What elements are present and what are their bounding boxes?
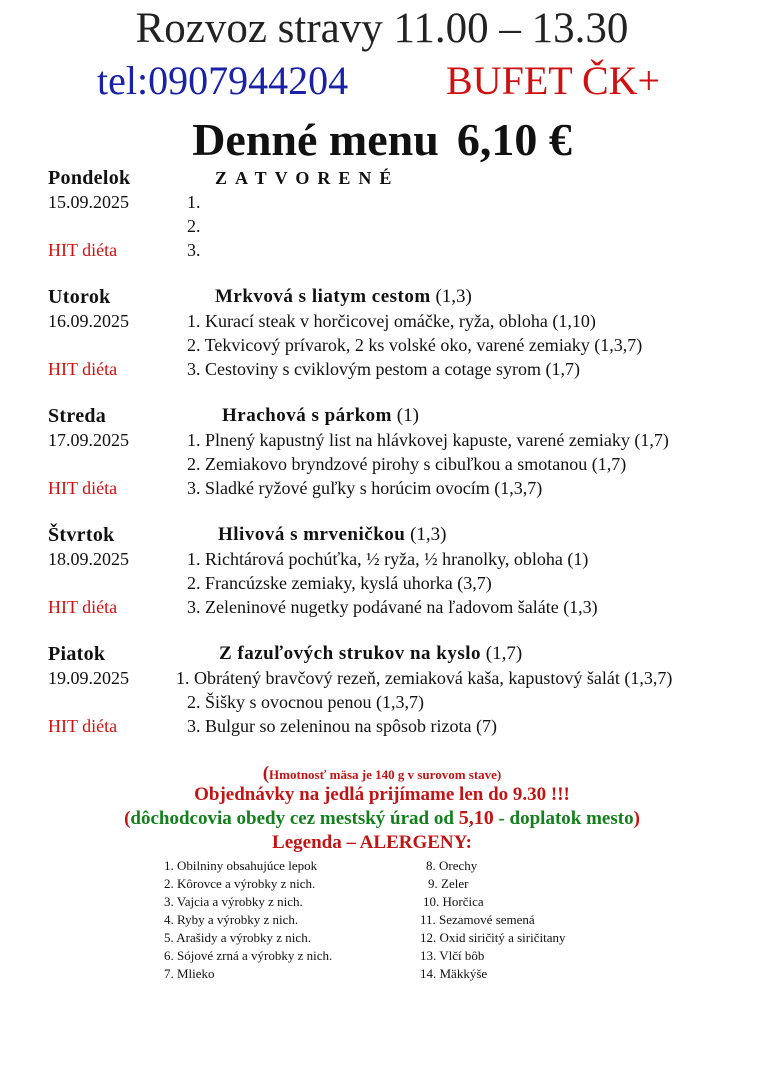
allergen-item: 5. Arašidy a výrobky z nich. <box>164 930 311 945</box>
hit-label: HIT diéta <box>48 716 118 736</box>
allergen-item: 2. Kôrovce a výrobky z nich. <box>164 876 316 891</box>
menu-item: 2. Šišky s ovocnou penou (1,3,7) <box>187 692 424 712</box>
menu-price: 6,10 € <box>456 114 572 165</box>
day-date: 16.09.2025 <box>48 311 129 331</box>
allergen-legend-title: Legenda – ALERGENY: <box>272 832 472 853</box>
soup-name: Hrachová s párkom <box>222 405 392 426</box>
brand-name: BUFET ČK+ <box>446 58 661 103</box>
menu-item: 1. Plnený kapustný list na hlávkovej kapuste, varené zemiaky (1,7) <box>187 430 669 450</box>
day-date: 15.09.2025 <box>48 192 129 212</box>
allergen-item: 1. Obilniny obsahujúce lepok <box>164 858 318 873</box>
paren-open: ( <box>262 763 270 784</box>
pensioners-tail: - doplatok mesto <box>498 808 634 829</box>
day-name: Piatok <box>48 643 106 665</box>
hit-label: HIT diéta <box>48 359 118 379</box>
soup-name: Hlivová s mrveničkou <box>218 524 406 545</box>
allergen-item: 8. Orechy <box>426 858 478 873</box>
soup-allergens: (1,3) <box>410 524 447 545</box>
menu-item: 3. Sladké ryžové guľky s horúcim ovocím (1,3,7) <box>187 478 543 498</box>
phone-number: tel:0907944204 <box>97 58 349 103</box>
soup <box>215 286 472 308</box>
menu-item: 3. Bulgur so zeleninou na spôsob rizota (7) <box>187 716 497 736</box>
allergen-list-right <box>420 857 566 983</box>
allergen-item: 11. Sezamové semená <box>420 912 535 927</box>
day-date: 18.09.2025 <box>48 549 129 569</box>
meat-weight-text: Hmotnosť mäsa je 140 g v surovom stave) <box>269 767 502 782</box>
soup <box>218 524 447 546</box>
menu-item: 1. Obrátený bravčový rezeň, zemiaková kaša, kapustový šalát (1,3,7) <box>176 668 673 688</box>
allergen-item: 9. Zeler <box>428 876 469 891</box>
paren-close: ) <box>633 808 640 829</box>
soup-allergens: (1,7) <box>485 643 523 664</box>
menu-item: 2. Tekvicový prívarok, 2 ks volské oko, varené zemiaky (1,3,7) <box>187 335 643 355</box>
allergen-item: 14. Mäkkýše <box>420 966 488 981</box>
allergen-item: 13. Vlčí bôb <box>420 948 485 963</box>
allergen-item: 12. Oxid siričitý a siričitany <box>420 930 566 945</box>
menu-item: 3. Zeleninové nugetky podávané na ľadovom šaláte (1,3) <box>187 597 598 617</box>
menu-item: 2. <box>187 216 201 236</box>
soup-allergens: (1,3) <box>435 286 472 307</box>
day-name: Pondelok <box>48 167 131 189</box>
soup <box>219 643 522 665</box>
menu-price-heading <box>0 112 764 168</box>
delivery-hours-title: Rozvoz stravy 11.00 – 13.30 <box>135 5 629 52</box>
menu-item: 1. <box>187 192 201 212</box>
hit-label: HIT diéta <box>48 240 118 260</box>
menu-item: 1. Richtárová pochúťka, ½ ryža, ½ hranolky, obloha (1) <box>187 549 589 569</box>
pensioner-price: 5,10 <box>458 807 494 829</box>
day-name: Streda <box>48 405 107 427</box>
soup <box>222 405 419 427</box>
menu-item: 2. Francúzske zemiaky, kyslá uhorka (3,7) <box>187 573 492 593</box>
day-name: Utorok <box>48 286 111 308</box>
paren-open: ( <box>124 808 131 829</box>
soup-name: Z fazuľových strukov na kyslo <box>219 643 482 664</box>
menu-item: 2. Zemiakovo bryndzové pirohy s cibuľkou a smotanou (1,7) <box>187 454 627 474</box>
meat-weight-note <box>0 763 764 785</box>
allergen-item: 3. Vajcia a výrobky z nich. <box>164 894 303 909</box>
menu-item: 3. Cestoviny s cviklovým pestom a cotage syrom (1,7) <box>187 359 580 379</box>
allergen-item: 7. Mlieko <box>164 966 215 981</box>
allergen-item: 6. Sójové zrná a výrobky z nich. <box>164 948 333 963</box>
day-date: 17.09.2025 <box>48 430 129 450</box>
order-deadline-note: Objednávky na jedlá prijímame len do 9.30 !!! <box>194 784 570 805</box>
soup-name: Mrkvová s liatym cestom <box>215 286 431 307</box>
allergen-item: 4. Ryby a výrobky z nich. <box>164 912 299 927</box>
day-date: 19.09.2025 <box>48 668 129 688</box>
allergen-list-left <box>164 857 332 983</box>
hit-label: HIT diéta <box>48 478 118 498</box>
soup-allergens: (1) <box>396 405 419 426</box>
day-name: Štvrtok <box>48 524 115 546</box>
hit-label: HIT diéta <box>48 597 118 617</box>
pensioners-text: dôchodcovia obedy cez mestský úrad od <box>130 808 454 829</box>
menu-item: 3. <box>187 240 201 260</box>
closed-notice: ZATVORENÉ <box>215 168 400 188</box>
menu-item: 1. Kurací steak v horčicovej omáčke, ryža, obloha (1,10) <box>187 311 596 331</box>
pensioners-note <box>0 807 764 830</box>
allergen-item: 10. Horčica <box>423 894 484 909</box>
menu-label: Denné menu <box>192 114 439 165</box>
